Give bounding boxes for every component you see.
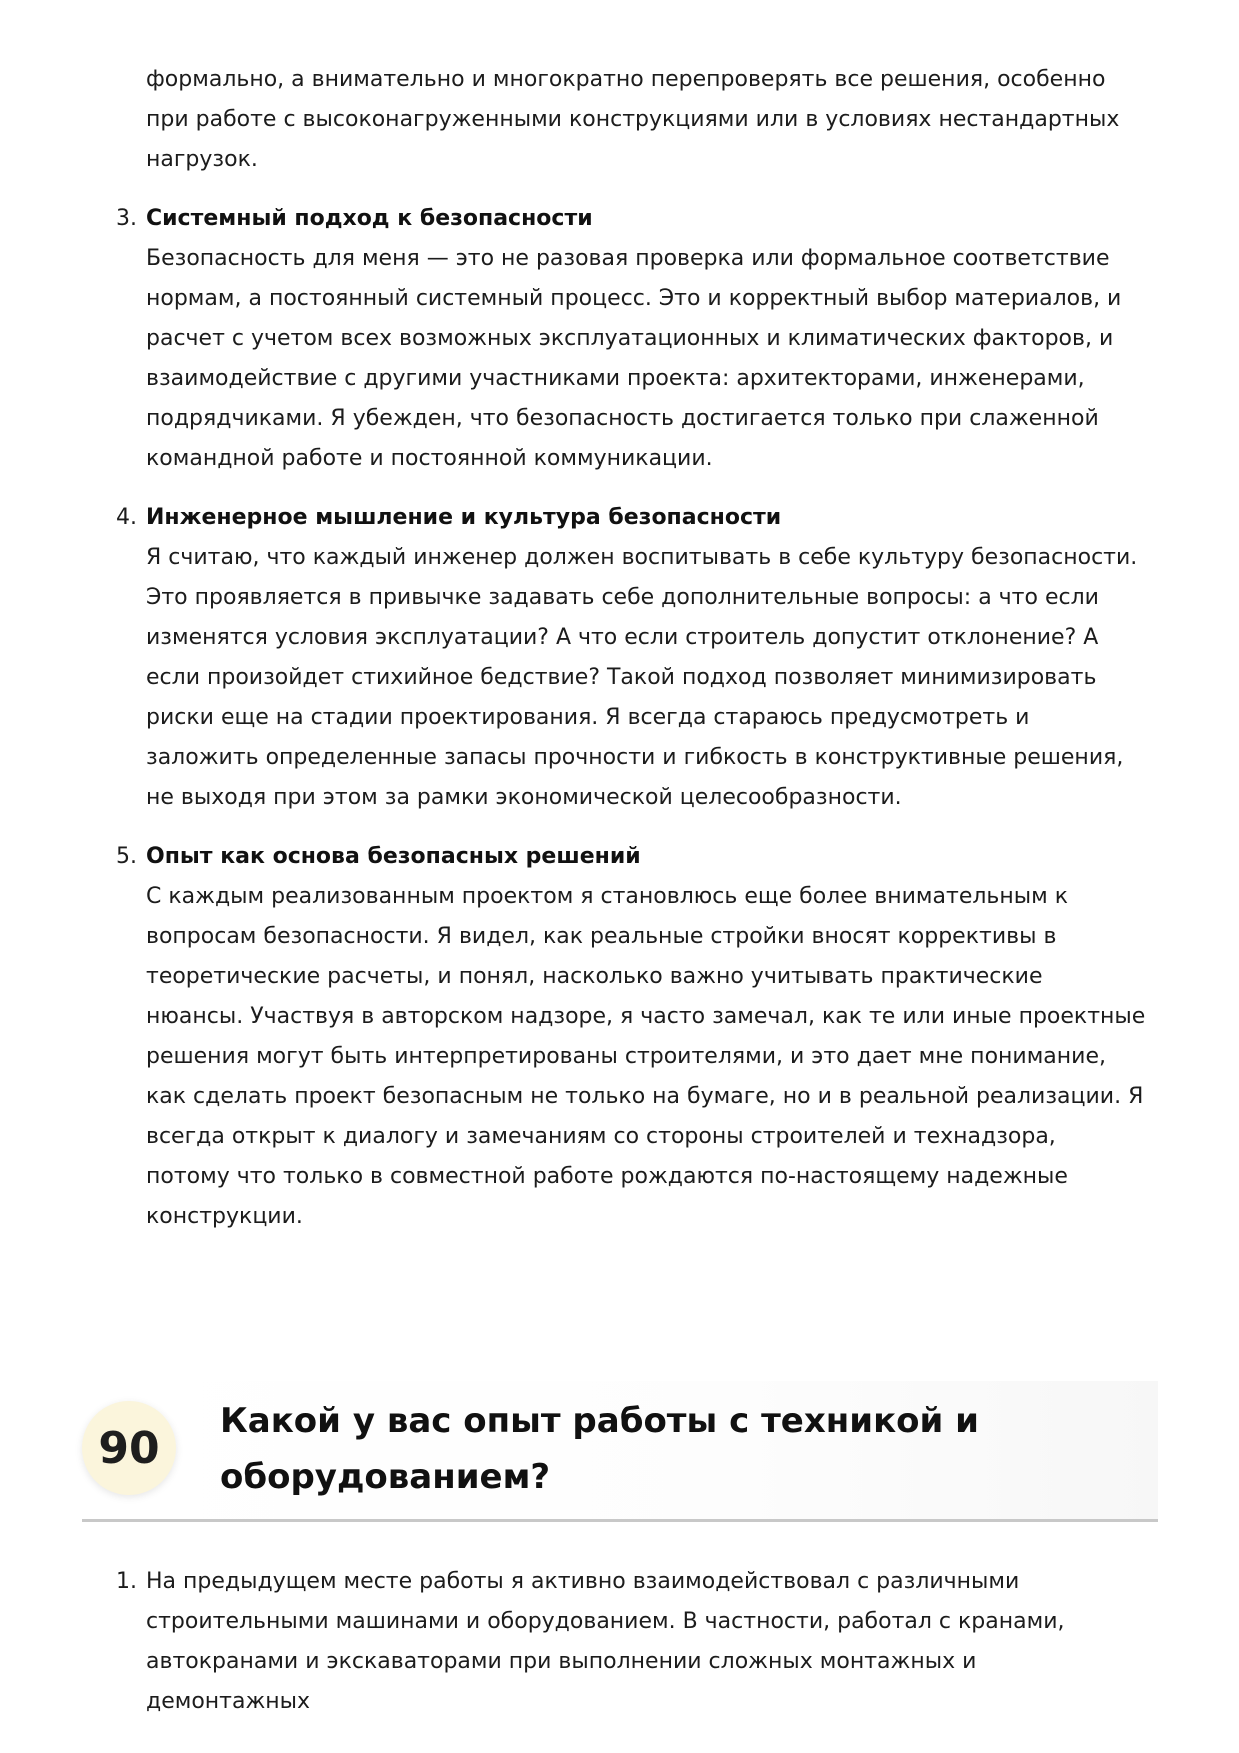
- list-item-title: Опыт как основа безопасных решений: [146, 844, 641, 869]
- question-header: [82, 1381, 1158, 1522]
- list-number: 1.: [116, 1569, 137, 1594]
- list-item: [116, 1562, 1146, 1722]
- question-number-badge: 90: [82, 1401, 176, 1495]
- continued-paragraph: формально, а внимательно и многократно перепроверять все решения, особенно при работе с высоконагруженными конструкциями или в условиях нестандартных нагрузок.: [146, 67, 1120, 172]
- answer-list: [116, 1562, 1146, 1741]
- list-item-text: На предыдущем месте работы я активно взаимодействовал с различными строительными машинами и оборудованием. В частности, работал с кранами, автокранами и экскаваторами при выполнении сложных монтажных и демонтажных: [146, 1569, 1065, 1714]
- list-item: [116, 837, 1146, 1237]
- list-item-title: Инженерное мышление и культура безопасности: [146, 505, 782, 530]
- list-item-text: С каждым реализованным проектом я становлюсь еще более внимательным к вопросам безопасности. Я видел, как реальные стройки вносят коррективы в теоретические расчеты, и понял, насколько важно учитывать практические нюансы. Участвуя в авторском надзоре, я часто замечал, как те или иные проектные решения могут быть интерпретированы строителями, и это дает мне понимание, как сделать проект безопасным не только на бумаге, но и в реальной реализации. Я всегда открыт к диалогу и замечаниям со стороны строителей и технадзора, потому что только в совместной работе рождаются по-настоящему надежные конструкции.: [146, 884, 1146, 1229]
- list-item-title: Системный подход к безопасности: [146, 206, 593, 231]
- list-number: 3.: [116, 206, 137, 231]
- list-item: [116, 199, 1146, 479]
- list-item-text: Я считаю, что каждый инженер должен воспитывать в себе культуру безопасности. Это проявляется в привычке задавать себе дополнительные вопросы: а что если изменятся условия эксплуатации? А что если строитель допустит отклонение? А если произойдет стихийное бедствие? Такой подход позволяет минимизировать риски еще на стадии проектирования. Я всегда стараюсь предусмотреть и заложить определенные запасы прочности и гибкость в конструктивные решения, не выходя при этом за рамки экономической целесообразности.: [146, 545, 1138, 810]
- question-title: Какой у вас опыт работы с техникой и оборудованием?: [220, 1401, 980, 1497]
- list-item-text: Безопасность для меня — это не разовая проверка или формальное соответствие нормам, а постоянный системный процесс. Это и корректный выбор материалов, и расчет с учетом всех возможных эксплуатационных и климатических факторов, и взаимодействие с другими участниками проекта: архитекторами, инженерами, подрядчиками. Я убежден, что безопасность достигается только при слаженной командной работе и постоянной коммуникации.: [146, 246, 1122, 471]
- list-number: 4.: [116, 505, 137, 530]
- list-item: [116, 498, 1146, 818]
- list-number: 5.: [116, 844, 137, 869]
- safety-principles-list: [116, 60, 1146, 1256]
